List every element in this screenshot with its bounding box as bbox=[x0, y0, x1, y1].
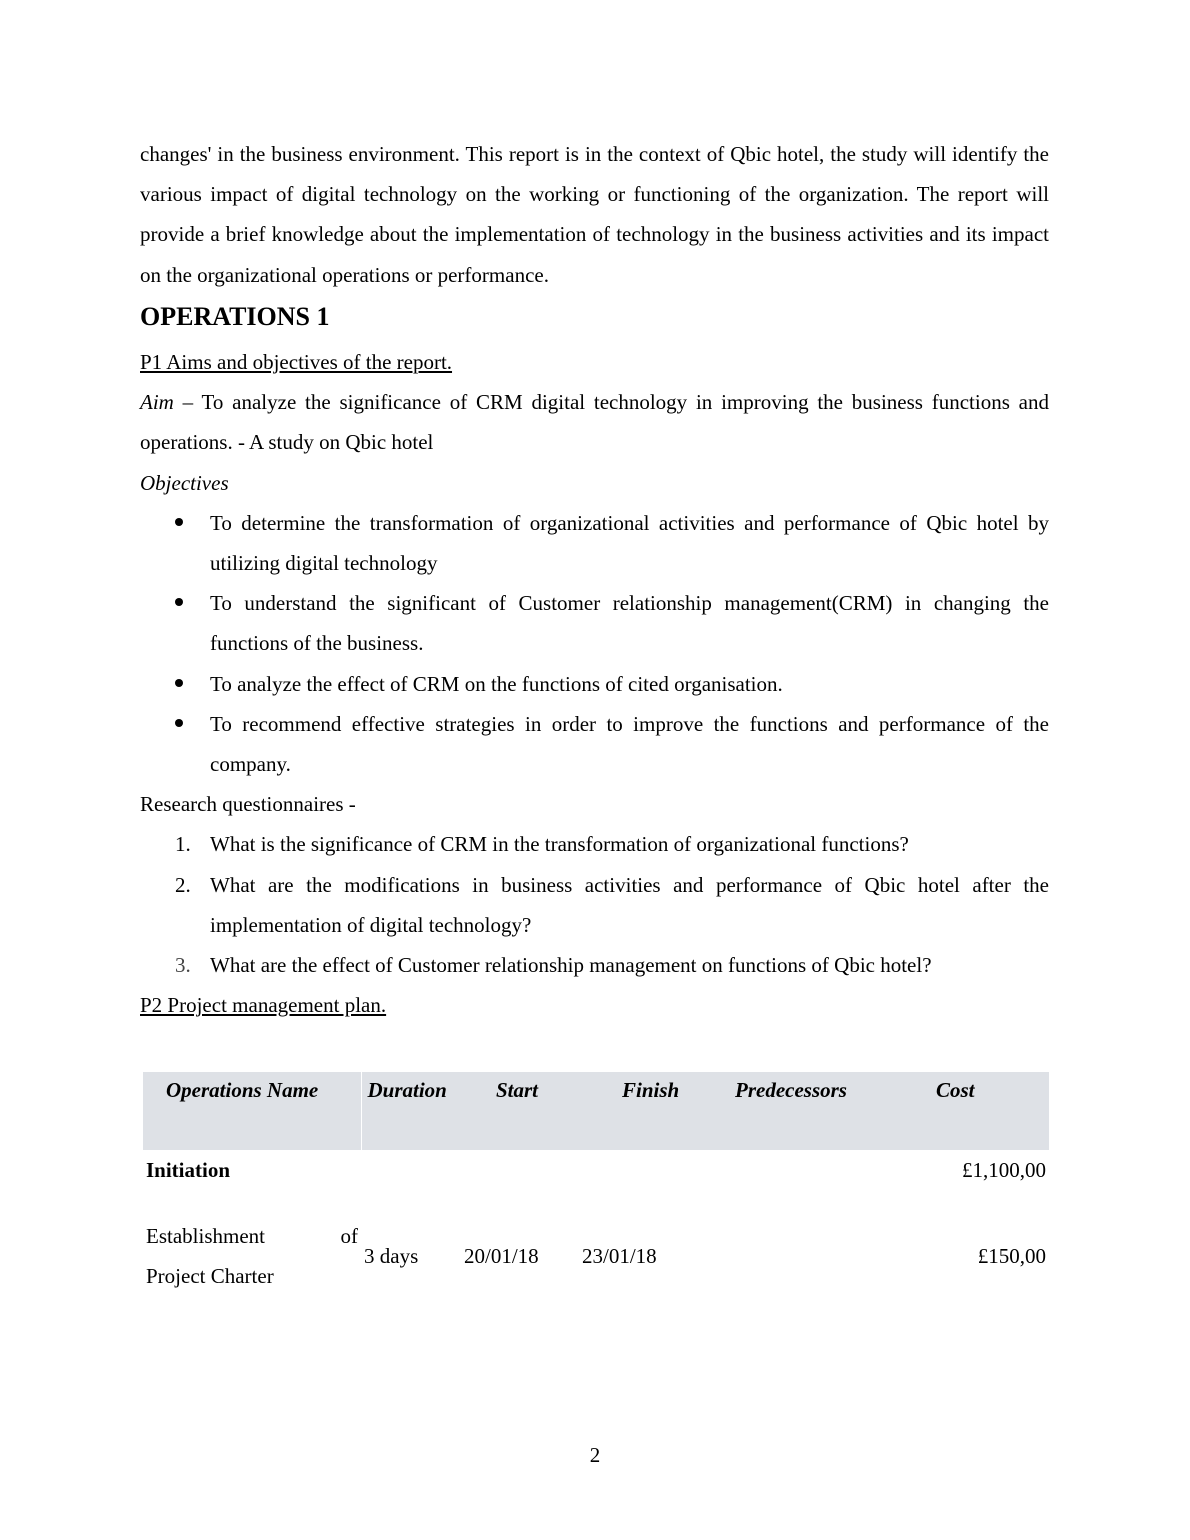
header-duration: Duration bbox=[361, 1072, 459, 1150]
p2-title bbox=[140, 985, 1049, 1025]
list-item bbox=[140, 664, 1049, 704]
header-predecessors: Predecessors bbox=[729, 1072, 925, 1150]
aim-text: – To analyze the significance of CRM digital technology in improving the business functions and operations. - A study on Qbic hotel bbox=[140, 390, 1049, 455]
header-start: Start bbox=[459, 1072, 579, 1150]
objective-text: To analyze the effect of CRM on the functions of cited organisation. bbox=[210, 671, 783, 696]
research-label: Research questionnaires - bbox=[140, 792, 356, 817]
cell-establishment-name bbox=[143, 1211, 361, 1301]
list-number: 3. bbox=[175, 953, 191, 978]
cell-empty bbox=[459, 1150, 579, 1190]
aim-label: Aim bbox=[140, 390, 174, 415]
p2-title-text: P2 Project management plan. bbox=[140, 993, 387, 1018]
establishment-name-line1 bbox=[146, 1216, 358, 1256]
page-number: 2 bbox=[589, 1443, 601, 1467]
cell-cost: £150,00 bbox=[977, 1244, 1046, 1268]
intro-paragraph: changes' in the business environment. This report is in the context of Qbic hotel, the study will identify the various impact of digital technology on the working or functioning of the organization. The report will provide a brief knowledge about the implementation of technology in the business activities and its impact on the organizational operations or performance. bbox=[140, 142, 1049, 287]
table-spacer-row bbox=[143, 1190, 1049, 1211]
section-body bbox=[140, 342, 1049, 1025]
list-item bbox=[140, 583, 1049, 663]
list-item bbox=[140, 824, 1049, 864]
header-finish: Finish bbox=[579, 1072, 729, 1150]
list-item bbox=[140, 704, 1049, 784]
establishment-word: Establishment bbox=[146, 1224, 265, 1248]
list-item bbox=[140, 503, 1049, 583]
cell-duration: 3 days bbox=[364, 1244, 419, 1268]
cell-start: 20/01/18 bbox=[464, 1244, 539, 1268]
cell-initiation-name: Initiation bbox=[146, 1158, 231, 1182]
objective-text: To recommend effective strategies in order to improve the functions and performance of the company. bbox=[210, 711, 1049, 777]
objectives-label bbox=[140, 463, 1049, 503]
questions-list bbox=[140, 824, 1049, 985]
question-text: What are the modifications in business activities and performance of Qbic hotel after the implementation of digital technology? bbox=[210, 872, 1049, 937]
bullet-icon bbox=[175, 598, 183, 606]
list-number: 1. bbox=[175, 832, 191, 857]
table-row bbox=[143, 1211, 1049, 1301]
establishment-word: of bbox=[340, 1224, 358, 1248]
bullet-icon bbox=[175, 518, 183, 526]
section-heading: OPERATIONS 1 bbox=[140, 302, 330, 331]
header-cost: Cost bbox=[925, 1072, 1049, 1150]
p1-title-text: P1 Aims and objectives of the report. bbox=[140, 350, 453, 374]
cell-initiation-cost: £1,100,00 bbox=[962, 1158, 1046, 1182]
question-text: What are the effect of Customer relationship management on functions of Qbic hotel? bbox=[210, 953, 932, 978]
bullet-icon bbox=[175, 679, 183, 687]
objectives-list bbox=[140, 503, 1049, 784]
table-row bbox=[143, 1150, 1049, 1190]
cell-finish: 23/01/18 bbox=[582, 1244, 657, 1268]
project-plan-table bbox=[143, 1072, 1049, 1301]
objective-text: To determine the transformation of organizational activities and performance of Qbic hotel by utilizing digital technology bbox=[210, 510, 1049, 576]
list-item bbox=[140, 945, 1049, 985]
document-page bbox=[140, 0, 1049, 1540]
establishment-name-line2: Project Charter bbox=[146, 1264, 274, 1288]
cell-empty bbox=[361, 1150, 459, 1190]
cell-predecessors bbox=[729, 1211, 925, 1301]
header-operations-name: Operations Name bbox=[143, 1072, 361, 1150]
objectives-label-text: Objectives bbox=[140, 470, 229, 495]
cell-empty bbox=[579, 1150, 729, 1190]
p1-title bbox=[140, 342, 1049, 382]
cell-empty bbox=[729, 1150, 925, 1190]
table-header-row bbox=[143, 1072, 1049, 1150]
question-text: What is the significance of CRM in the transformation of organizational functions? bbox=[210, 832, 909, 857]
list-number: 2. bbox=[175, 872, 191, 897]
objective-text: To understand the significant of Customer relationship management(CRM) in changing the functions of the business. bbox=[210, 591, 1049, 656]
cell-empty bbox=[143, 1190, 1049, 1211]
bullet-icon bbox=[175, 719, 183, 727]
list-item bbox=[140, 865, 1049, 945]
aim-paragraph bbox=[140, 382, 1049, 462]
